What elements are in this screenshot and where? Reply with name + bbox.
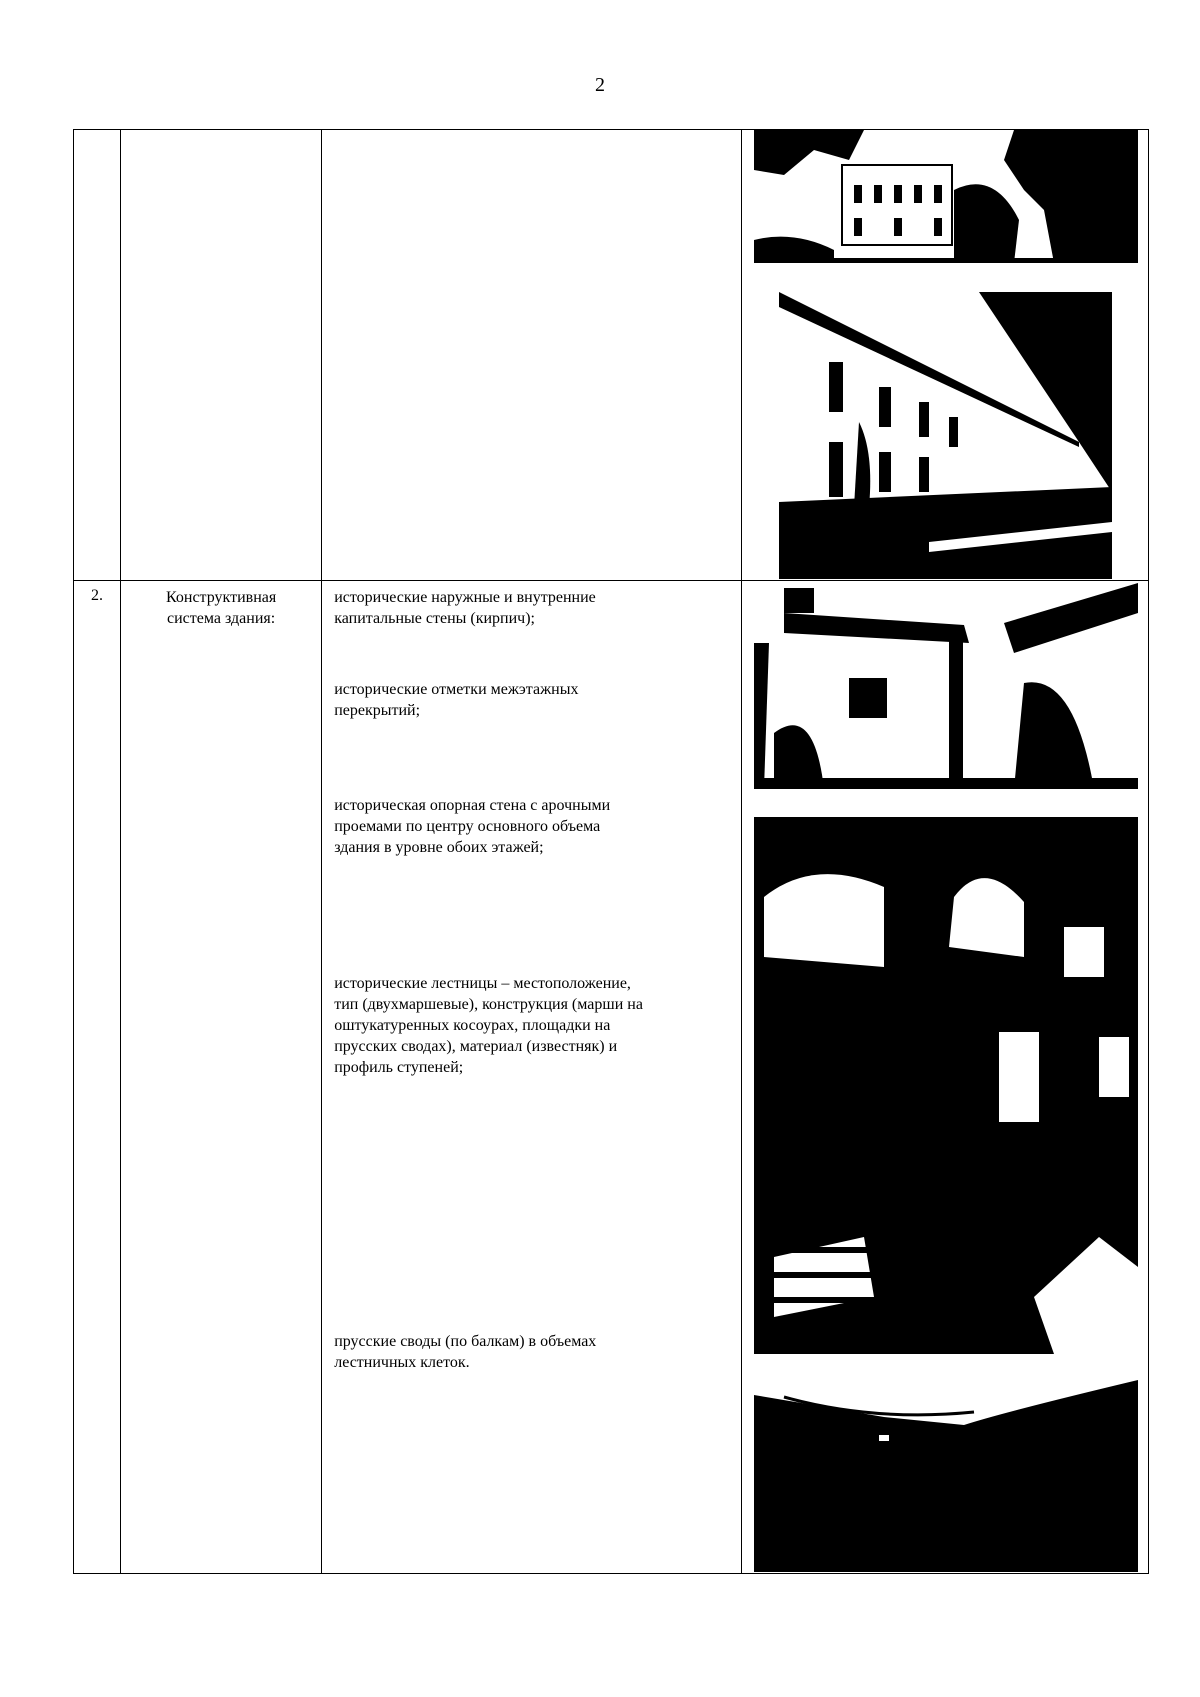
list-item: историческая опорная стена с арочными проемами по центру основного объема здания в уровне обоих этажей; bbox=[334, 797, 611, 856]
row-description-cell bbox=[322, 130, 741, 581]
vault-ceiling-photo bbox=[754, 1377, 1138, 1572]
page-number: 2 bbox=[595, 74, 605, 96]
list-item: прусские своды (по балкам) в объемах лестничных клеток. bbox=[334, 1333, 597, 1371]
table-row bbox=[74, 581, 1149, 1574]
protection-table bbox=[73, 129, 1149, 1574]
list-item: исторические наружные и внутренние капитальные стены (кирпич); bbox=[334, 589, 596, 627]
list-item: исторические отметки межэтажных перекрытий; bbox=[334, 681, 579, 719]
row-name-line: Конструктивная bbox=[166, 589, 277, 606]
row-number-cell: 2. bbox=[74, 581, 121, 1574]
row-name-line: система здания: bbox=[167, 610, 276, 627]
row-name-cell bbox=[121, 130, 322, 581]
row-photo-cell bbox=[741, 130, 1148, 581]
row-photo-cell bbox=[741, 581, 1148, 1574]
building-corner-photo bbox=[754, 583, 1138, 789]
table-row bbox=[74, 130, 1149, 581]
building-facade-photo bbox=[754, 130, 1138, 263]
list-item: исторические лестницы – местоположение, тип (двухмаршевые), конструкция (марши на оштукатуренных косоурах, площадки на прусских сводах), материал (известняк) и профиль ступеней; bbox=[334, 975, 643, 1076]
row-name-cell bbox=[121, 581, 322, 1574]
arched-staircase-photo bbox=[754, 817, 1138, 1354]
building-perspective-photo bbox=[779, 292, 1112, 579]
row-description-cell bbox=[322, 581, 741, 1574]
row-number-cell bbox=[74, 130, 121, 581]
